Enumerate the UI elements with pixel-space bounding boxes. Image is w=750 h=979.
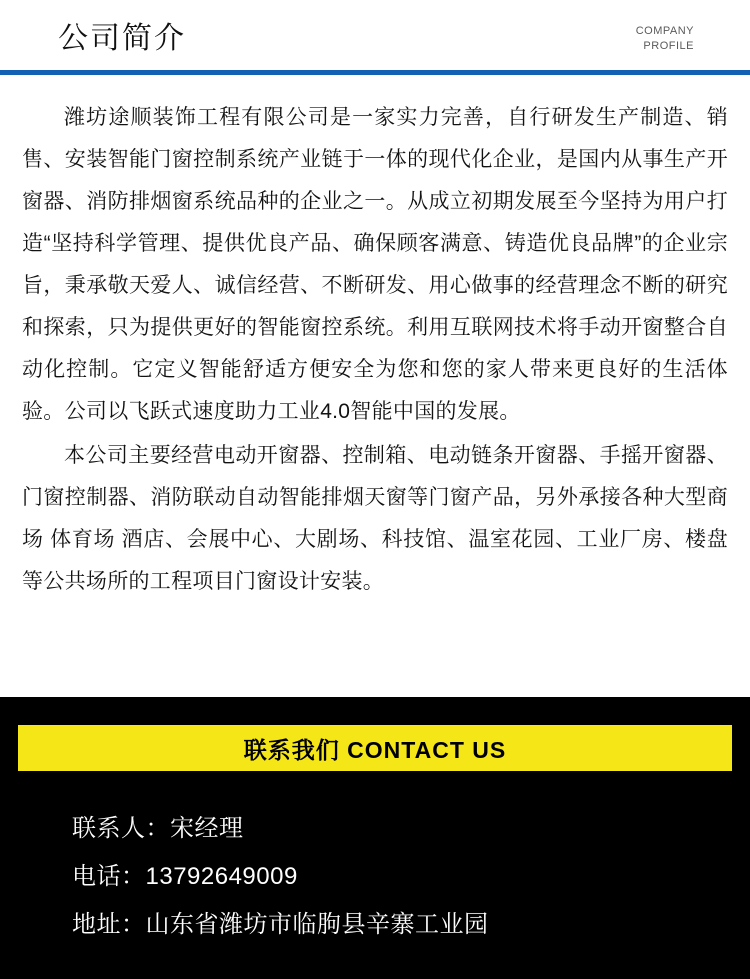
- page-title-english-line2: PROFILE: [643, 40, 694, 52]
- contact-phone[interactable]: 电话：13792649009: [72, 863, 298, 890]
- profile-paragraph-1: 潍坊途顺装饰工程有限公司是一家实力完善，自行研发生产制造、销售、安装智能门窗控制系统产业链于一体的现代化企业，是国内从事生产开窗器、消防排烟窗系统品种的企业之一。从成立初期发展至今坚持为用户打造“坚持科学管理、提供优良产品、确保顾客满意、铸造优良品牌”的企业宗旨，秉承敬天爱人、诚信经营、不断研发、用心做事的经营理念不断的研究和探索，只为提供更好的智能窗控系统。利用互联网技术将手动开窗整合自动化控制。它定义智能舒适方便安全为您和您的家人带来更良好的生活体验。公司以飞跃式速度助力工业4.0智能中国的发展。: [22, 106, 728, 423]
- contact-banner: 联系我们 CONTACT US: [18, 725, 732, 771]
- page-title-english: [636, 24, 722, 70]
- contact-address: 地址：山东省潍坊市临朐县辛寨工业园: [72, 911, 489, 938]
- contact-section: [0, 697, 750, 979]
- contact-details: [18, 771, 732, 949]
- page-title: 公司简介: [58, 22, 186, 55]
- contact-person: 联系人：宋经理: [72, 815, 244, 842]
- page-title-english-line1: COMPANY: [635, 25, 694, 37]
- profile-paragraph-2: 本公司主要经营电动开窗器、控制箱、电动链条开窗器、手摇开窗器、门窗控制器、消防联动自动智能排烟天窗等门窗产品，另外承接各种大型商场 体育场 酒店、会展中心、大剧场、科技馆、温室花园、工业厂房、楼盘等公共场所的工程项目门窗设计安装。: [22, 444, 728, 593]
- company-profile-content: [0, 75, 750, 603]
- page-header: [0, 0, 750, 75]
